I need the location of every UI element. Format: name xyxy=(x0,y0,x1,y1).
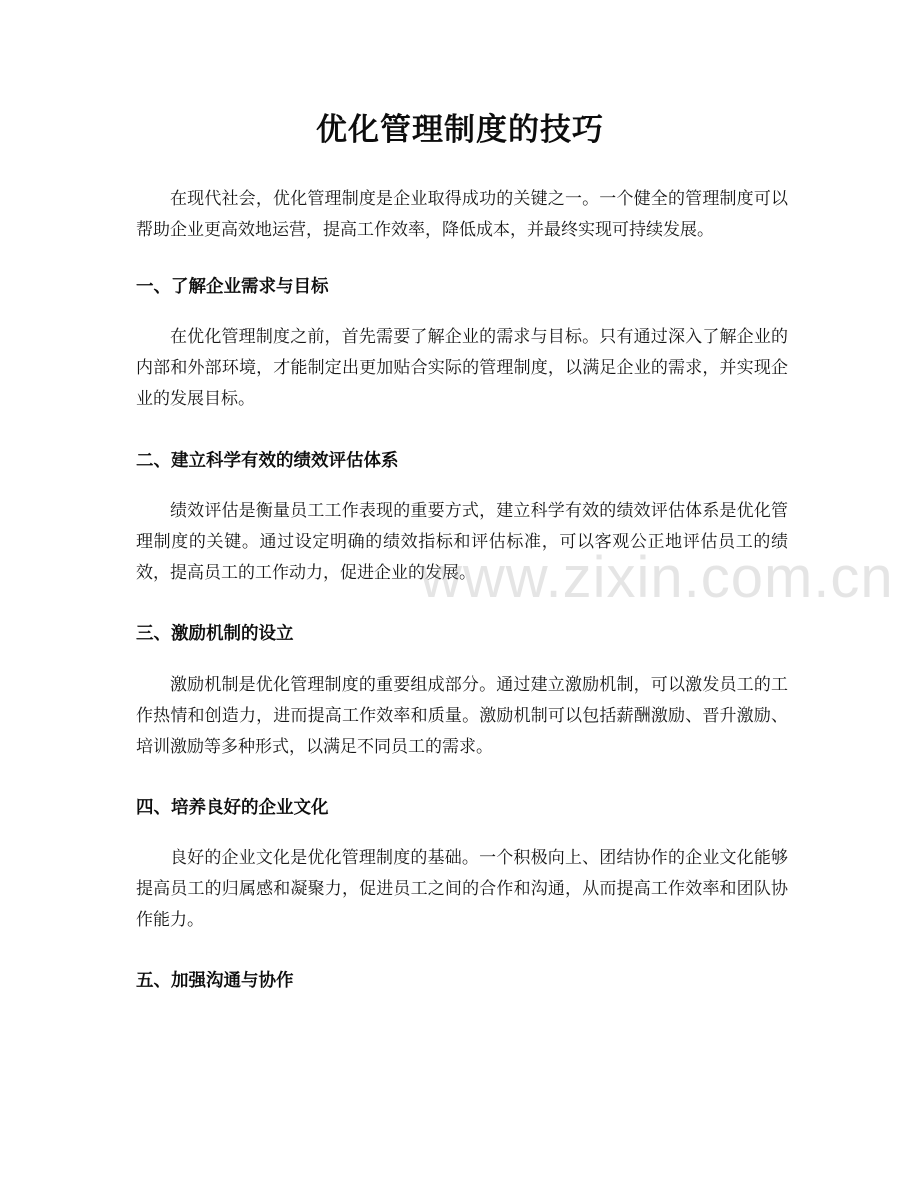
intro-paragraph: 在现代社会，优化管理制度是企业取得成功的关键之一。一个健全的管理制度可以帮助企业更高效地运营，提高工作效率，降低成本，并最终实现可持续发展。 xyxy=(136,189,788,240)
watermark-text: www.zixin.com.cn xyxy=(420,545,894,610)
section-heading-3: 三、激励机制的设立 xyxy=(136,624,294,644)
section-body-2: 绩效评估是衡量员工工作表现的重要方式，建立科学有效的绩效评估体系是优化管理制度的关键。通过设定明确的绩效指标和评估标准，可以客观公正地评估员工的绩效，提高员工的工作动力，促进企业的发展。 xyxy=(136,501,788,583)
section-heading-5: 五、加强沟通与协作 xyxy=(136,971,294,991)
section-body-1: 在优化管理制度之前，首先需要了解企业的需求与目标。只有通过深入了解企业的内部和外部环境，才能制定出更加贴合实际的管理制度，以满足企业的需求，并实现企业的发展目标。 xyxy=(136,327,788,409)
section-heading-1: 一、了解企业需求与目标 xyxy=(136,277,329,297)
section-body-4: 良好的企业文化是优化管理制度的基础。一个积极向上、团结协作的企业文化能够提高员工的归属感和凝聚力，促进员工之间的合作和沟通，从而提高工作效率和团队协作能力。 xyxy=(136,848,788,930)
section-body-3: 激励机制是优化管理制度的重要组成部分。通过建立激励机制，可以激发员工的工作热情和创造力，进而提高工作效率和质量。激励机制可以包括薪酬激励、晋升激励、培训激励等多种形式，以满足不同员工的需求。 xyxy=(136,675,788,757)
document-title: 优化管理制度的技巧 xyxy=(316,112,604,148)
section-heading-4: 四、培养良好的企业文化 xyxy=(136,798,329,818)
section-heading-2: 二、建立科学有效的绩效评估体系 xyxy=(136,451,399,471)
